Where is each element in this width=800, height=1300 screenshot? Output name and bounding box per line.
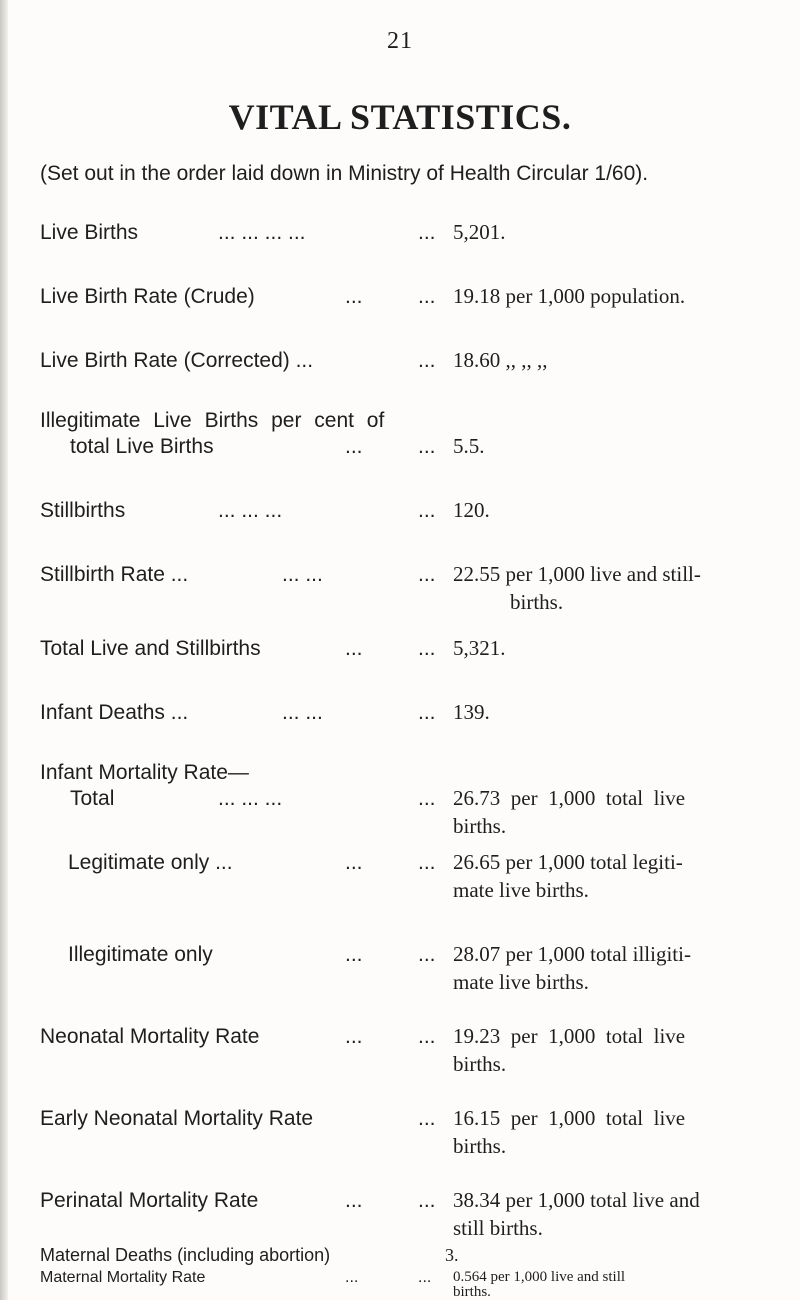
stat-value [453,848,765,904]
leader-dots: ... [418,285,436,308]
leader-dots: ... [418,851,436,874]
stat-value: 18.60 ,, ,, ,, [453,348,548,372]
stat-label: Early Neonatal Mortality Rate [40,1107,314,1130]
leader-dots: ... ... [282,563,323,586]
stat-row-infant-deaths [0,698,800,738]
stat-label: Infant Deaths ... [40,701,189,724]
stat-label-continued: total Live Births [70,435,214,458]
stat-row-legitimate-only [0,848,800,918]
leader-dots: ... [345,1025,363,1048]
leader-dots: ... [418,1269,432,1286]
stat-label: Maternal Mortality Rate [40,1269,206,1286]
stat-row-live-births [0,218,800,258]
leader-dots: ... [345,1189,363,1212]
leader-dots: ... [418,435,436,458]
stat-value: 139. [453,700,490,724]
stat-value [453,784,765,840]
leader-dots: ... [418,1107,436,1130]
leader-dots: ... [345,943,363,966]
stat-label: Maternal Deaths (including abortion) [40,1245,331,1265]
stat-label: Live Birth Rate (Corrected) ... [40,349,314,372]
stat-label: Infant Mortality Rate— [40,761,249,784]
subtitle: (Set out in the order laid down in Ministry of Health Circular 1/60). [40,162,649,185]
leader-dots: ... [418,349,436,372]
leader-dots: ... [345,851,363,874]
page-title: VITAL STATISTICS. [228,97,572,137]
stat-value-line1: 16.15 per 1,000 total live [453,1106,686,1130]
leader-dots: ... [418,701,436,724]
stat-label: Live Birth Rate (Crude) [40,285,255,308]
stat-value-line2: mate live births. [453,970,589,994]
stat-value-line1: 26.73 per 1,000 total live [453,786,686,810]
stat-value-line1: 28.07 per 1,000 total illigiti- [453,942,691,966]
stat-value-line1: 0.564 per 1,000 live and still [453,1269,626,1285]
leader-dots: ... [418,1025,436,1048]
stat-value-line2: births. [453,814,507,838]
stat-value-line2: mate live births. [453,878,589,902]
leader-dots: ... [345,1269,359,1286]
stat-value-line2: births. [510,590,564,614]
stat-value: 3. [445,1245,459,1265]
stat-value: 5,201. [453,220,506,244]
leader-dots: ... [418,943,436,966]
stat-label: Live Births [40,221,139,244]
stat-value [453,1104,765,1160]
stat-value-line2: births. [453,1134,507,1158]
stat-label: Illegitimate Live Births per cent of [40,409,385,432]
leader-dots: ... ... ... ... [218,221,306,244]
leader-dots: ... [418,1189,436,1212]
stat-label: Perinatal Mortality Rate [40,1189,259,1212]
stat-label: Stillbirths [40,499,126,522]
leader-dots: ... [345,435,363,458]
stat-label: Illegitimate only [68,943,213,966]
stat-row-stillbirths [0,496,800,536]
stat-value-line2: births. [453,1052,507,1076]
stat-value-line2: still births. [453,1216,543,1240]
stat-row-maternal-deaths [0,1244,800,1272]
stat-value-line1: 22.55 per 1,000 live and still- [453,562,701,586]
leader-dots: ... [418,787,436,810]
stat-label: Legitimate only ... [68,851,233,874]
stat-label: Neonatal Mortality Rate [40,1025,260,1048]
leader-dots: ... [418,563,436,586]
stat-label: Total Live and Stillbirths [40,637,261,660]
stat-value: 120. [453,498,490,522]
stat-row-total-live-and-stillbirths [0,634,800,674]
leader-dots: ... ... ... [218,499,283,522]
stat-value-line1: 26.65 per 1,000 total legiti- [453,850,683,874]
leader-dots: ... [418,499,436,522]
stat-row-early-neonatal-mortality [0,1104,800,1174]
stat-value [453,940,765,996]
leader-dots: ... [345,285,363,308]
stat-value-line1: 38.34 per 1,000 total live and [453,1188,700,1212]
stat-row-illegitimate-percent [0,406,800,476]
stat-row-maternal-mortality [0,1270,800,1300]
leader-dots: ... ... [282,701,323,724]
stat-value: 5,321. [453,636,506,660]
leader-dots: ... ... ... [218,787,283,810]
stat-value-line1: 19.23 per 1,000 total live [453,1024,686,1048]
leader-dots: ... [345,637,363,660]
stat-row-stillbirth-rate [0,560,800,630]
leader-dots: ... [418,221,436,244]
stat-row-neonatal-mortality [0,1022,800,1092]
stat-row-live-birth-rate-corrected [0,346,800,386]
stat-row-illegitimate-only [0,940,800,1010]
stat-value [453,1022,765,1078]
stat-label: Stillbirth Rate ... [40,563,189,586]
leader-dots: ... [418,637,436,660]
stat-row-live-birth-rate-crude [0,282,800,322]
stat-value-line2: births. [453,1284,491,1300]
stat-value [453,1186,765,1242]
stat-row-infant-mortality-total [0,758,800,858]
stat-value [453,560,765,616]
stat-value: 19.18 per 1,000 population. [453,284,686,308]
page-number: 21 [387,28,413,54]
stat-value: 5.5. [453,434,485,458]
stat-value [453,1270,765,1300]
stat-label-continued: Total [70,787,115,810]
